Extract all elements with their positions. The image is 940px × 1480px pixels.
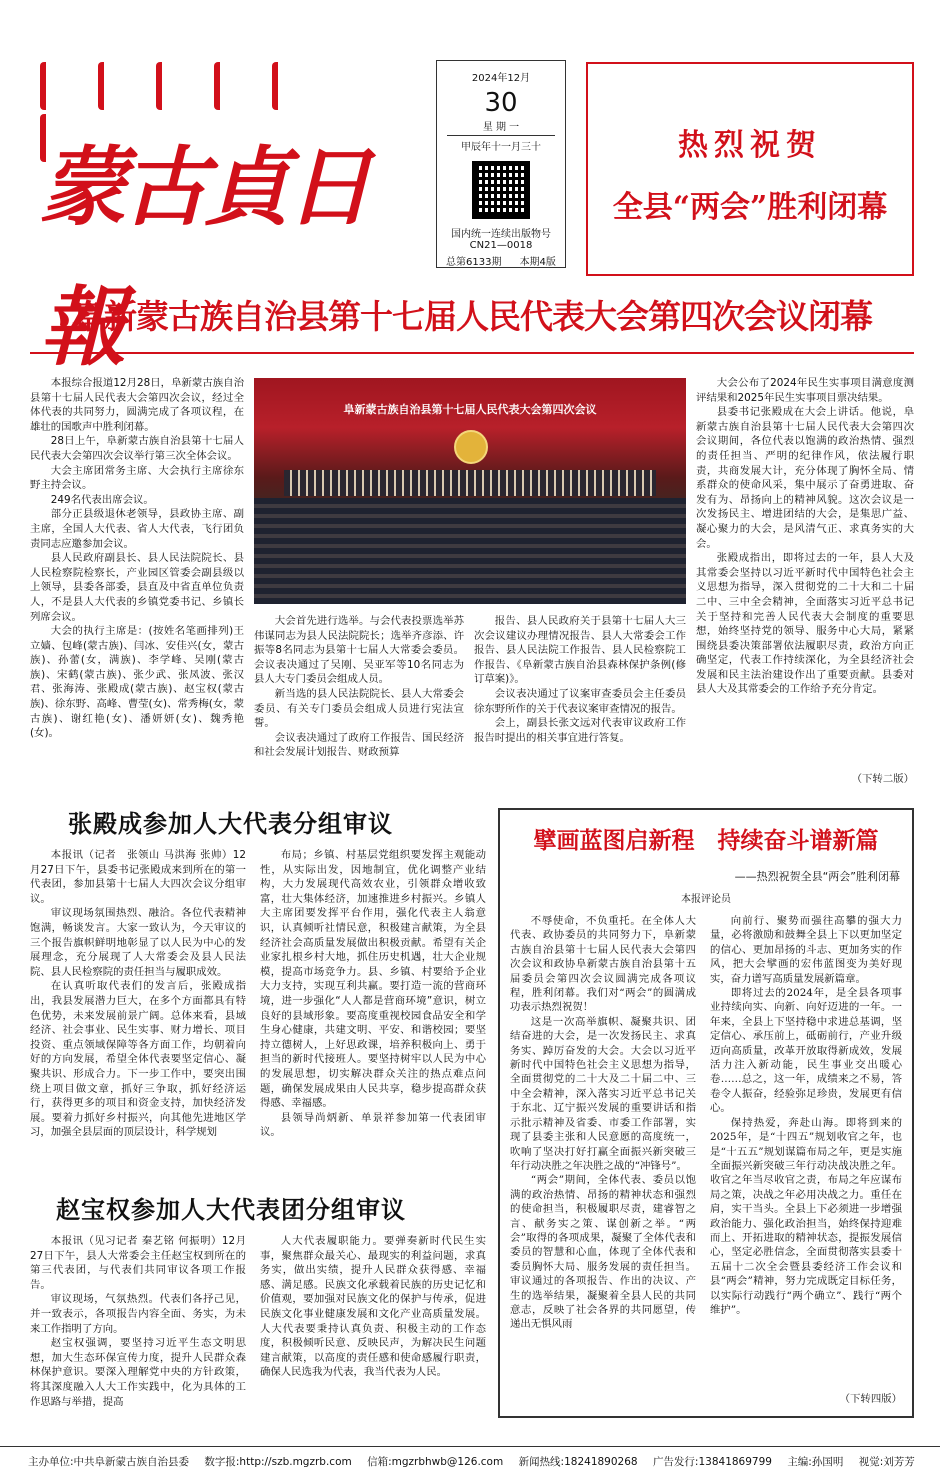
footer-ads: 广告发行:13841869799 bbox=[652, 1456, 772, 1468]
paragraph: 新当选的县人民法院院长、县人大常委会委员、有关专门委员会组成人员进行宪法宣誓。 bbox=[254, 687, 464, 730]
issue-pages: 本期4版 bbox=[519, 257, 556, 268]
commentary-subtitle: ——热烈祝贺全县“两会”胜利闭幕 bbox=[734, 870, 900, 883]
paragraph: 人大代表履职能力。要弹奏新时代民生实事，聚焦群众最关心、最现实的利益问题，求真务实，做出实绩，提升人民群众获得感、幸福感、满足感。民族文化承载着民族的历史记忆和价值观，要加强对民族文化的保护与传承，促进民族文化事业健康发展和文化产业高质量发展。人大代表要秉持认真负责、积极主动的工作态度，积极倾听民意、反映民声，为解决民生问题建言献策，以高度的责任感和使命感履行职责，确保人民选我为代表，我当代表为人民。 bbox=[260, 1235, 486, 1379]
paragraph: 这是一次高举旗帜、凝聚共识、团结奋进的大会，是一次发扬民主、求真务实、踔厉奋发的大会。大会以习近平新时代中国特色社会主义思想为指导，全面贯彻党的二十大及二十届二中、三中全会精神，深入落实习近平总书记关于东北、辽宁振兴发展的重要讲话和指示批示精神及省委、市委工作部署，实现了县委主张和人民意愿的高度统一，吹响了坚决打好打赢全面振兴新突破三年行动决胜之年决胜之战的“冲锋号”。 bbox=[510, 1015, 696, 1172]
paragraph: 本报讯（记者 张领山 马洪海 张帅）12月27日下午，县委书记张殿成来到所在的第一代表团，参加县第十七届人大四次会议分组审议。 bbox=[30, 849, 246, 905]
article2-col2 bbox=[260, 848, 486, 1180]
national-emblem-icon bbox=[454, 430, 488, 464]
issue-info-box bbox=[436, 60, 566, 268]
main-headline: 阜新蒙古族自治县第十七届人民代表大会第四次会议闭幕 bbox=[72, 297, 872, 336]
paragraph: 审议现场，气氛热烈。代表们各抒己见，并一致表示，各项报告内容全面、务实，为未来工作指明了方向。 bbox=[30, 1293, 246, 1335]
footer-mailbox[interactable]: 信箱:mgzrbhwb@126.com bbox=[367, 1456, 504, 1468]
conference-photo bbox=[254, 378, 686, 604]
issue-weekday: 星 期 一 bbox=[482, 122, 520, 133]
paragraph: 会议表决通过了议案审查委员会主任委员徐东野所作的关于代表议案审查情况的报告。 bbox=[474, 687, 686, 715]
celebration-line1: 热烈祝贺 bbox=[678, 128, 822, 163]
issue-year-month: 2024年12月 bbox=[471, 73, 531, 84]
celebration-line2: 全县“两会”胜利闭幕 bbox=[612, 190, 888, 225]
commentary-col1 bbox=[510, 914, 696, 1406]
lead-continued: （下转二版） bbox=[851, 773, 914, 785]
photo-banner: 阜新蒙古族自治县第十七届人民代表大会第四次会议 bbox=[343, 403, 597, 416]
paragraph: 向前行、聚势而强往高攀的强大力量，必将激励和鼓舞全县上下以更加坚定的信心、更加昂扬的斗志、更加务实的作风，把大会擘画的宏伟蓝图变为美好现实，奋力谱写高质量发展新篇章。 bbox=[710, 915, 902, 985]
lead-article-col2 bbox=[254, 614, 464, 800]
paragraph: 审议现场氛围热烈、融洽。各位代表精神饱满，畅谈发言。大家一致认为，今天审议的三个报告旗帜鲜明地彰显了以人民为中心的发展理念，充分展现了人大常委会及县人民法院、县人民检察院的责任担当与履职成效。 bbox=[30, 907, 246, 978]
photo-stage bbox=[284, 470, 656, 496]
paragraph: 本报讯（见习记者 秦艺铭 何振明）12月27日下午，县人大常委会主任赵宝权到所在的第三代表团，与代表们共同审议各项工作报告。 bbox=[30, 1235, 246, 1291]
mongolian-masthead-script bbox=[40, 62, 370, 112]
lead-article-col4 bbox=[696, 376, 914, 768]
commentary-col2 bbox=[710, 914, 902, 1390]
footer-checker: 视觉:刘芳芳 bbox=[858, 1456, 915, 1468]
paragraph: 布局；乡镇、村基层党组织要发挥主观能动性，从实际出发，因地制宜，优化调整产业结构，大力发展现代高效农业，引领群众增收致富，壮大集体经济，加速推进乡村振兴。乡镇人大主席团要发挥平台作用，强化代表主人翁意识，认真倾听社情民意，积极建言献策，为全县经济社会高质量发展做出积极贡献。希望有关企业家扎根乡村大地，抓住历史机遇，壮大企业规模，提高市场竞争力。县、乡镇、村要给予企业大力支持，实现互利共赢。要打造一流的营商环境，进一步强化“人人都是营商环境”意识，树立良好的县域形象。要高度重视校园食品安全和学生身心健康，共建文明、平安、和谐校园；要坚持立德树人，上好思政课，培养积极向上、勇于担当的新时代接班人。要坚持树牢以人民为中心的发展思想，切实解决群众关注的热点难点问题，确保发展成果由人民共享，稳步提高群众获得感、幸福感。 bbox=[260, 849, 486, 1110]
paragraph: 249名代表出席会议。 bbox=[50, 493, 154, 506]
paragraph: 部分正县级退休老领导，县政协主席、副主席，全国人大代表、省人大代表，飞行团负责同志应邀参加会议。 bbox=[30, 508, 244, 550]
paragraph: 赵宝权强调，要坚持习近平生态文明思想，加大生态环保宣传力度，提升人民群众森林保护意识。要深入理解党中央的方针政策，将其深度融入人大工作实践中，化为具体的工作思路与举措，提高 bbox=[30, 1337, 246, 1408]
celebration-box bbox=[586, 62, 914, 276]
paragraph: 县人民政府副县长、县人民法院院长、县人民检察院检察长，产业园区管委会副县级以上领导，县委各部委，县直及中省直单位负责人，不是县人大代表的乡镇党委书记、乡镇长列席会议。 bbox=[30, 552, 244, 623]
paragraph: 会议表决通过了政府工作报告、国民经济和社会发展计划报告、财政预算 bbox=[254, 731, 464, 759]
issue-total: 总第6133期 bbox=[446, 257, 502, 268]
article3-col2 bbox=[260, 1234, 486, 1440]
newspaper-masthead: 蒙古貞日報 bbox=[40, 137, 368, 378]
publication-number-label: 国内统一连续出版物号 bbox=[451, 229, 551, 240]
commentary-continued: （下转四版） bbox=[839, 1393, 902, 1405]
publication-number: CN21—0018 bbox=[469, 240, 533, 251]
article3-title: 赵宝权参加人大代表团分组审议 bbox=[56, 1195, 406, 1224]
footer-digital-link[interactable]: 数字报:http://szb.mgzrb.com bbox=[204, 1456, 352, 1468]
article3-col1 bbox=[30, 1234, 246, 1440]
headline-rule bbox=[30, 352, 914, 354]
article2-col1 bbox=[30, 848, 246, 1180]
paragraph: 即将过去的2024年，是全县各项事业持续向实、向新、向好迈进的一年。一年来，全县上下坚持稳中求进总基调，坚定信心、承压前上，砥砺前行，产业升级迈向高质量，改革开放取得新成效，发展活力注入新动能，民生事业交出暖心卷……总之，这一年，成绩来之不易，答卷令人振奋，经验弥足珍贵，发展更有信心。 bbox=[710, 987, 902, 1115]
commentary-author: 本报评论员 bbox=[681, 894, 731, 905]
commentary-title: 擘画蓝图启新程 持续奋斗谱新篇 bbox=[533, 827, 879, 854]
paragraph: 不辱使命，不负重托。在全体人大代表、政协委员的共同努力下，阜新蒙古族自治县第十七届人民代表大会第四次会议和政协阜新蒙古族自治县第十五届委员会第四次会议圆满完成各项议程，胜利闭幕。我们对“两会”的圆满成功表示热烈祝贺！ bbox=[510, 915, 696, 1014]
paragraph: 大会公布了2024年民生实事项目满意度测评结果和2025年民生实事项目票决结果。 bbox=[696, 377, 914, 404]
article2-title: 张殿成参加人大代表分组审议 bbox=[68, 809, 393, 838]
paragraph: 大会首先进行选举。与会代表投票选举苏伟谋同志为县人民法院院长；选举齐彦添、许振等8名同志为县第十七届人大常委会委员。会议表决通过了吴刚、吴亚军等10名同志为县人大专门委员会组成人员。 bbox=[254, 615, 464, 686]
footer-editor: 主编:孙国明 bbox=[787, 1456, 844, 1468]
paragraph: 本报综合报道12月28日，阜新蒙古族自治县第十七届人民代表大会第四次会议，经过全体代表的共同努力，圆满完成了各项议程，在雄壮的国歌声中胜利闭幕。 bbox=[30, 377, 244, 433]
paragraph: 县委书记张殿成在大会上讲话。他说，阜新蒙古族自治县第十七届人民代表大会第四次会议期间，各位代表以饱满的政治热情、强烈的责任担当、严明的纪律作风，依法履行职责，共商发展大计，充分体现了胸怀全局、情系群众的使命风采，集中展示了奋勇进取、奋发有为、昂扬向上的精神风貌。这次会议是一次发扬民主、增进团结的大会，是集思广益、凝心聚力的大会，是风清气正、求真务实的大会。 bbox=[696, 406, 914, 550]
lead-article-col3 bbox=[474, 614, 686, 800]
paragraph: 保持热爱，奔赴山海。即将到来的2025年，是“十四五”规划收官之年，也是“十五五”规划谋篇布局之年，更是实施全面振兴新突破三年行动决战决胜之年。收官之年当尽收官之责，布局之年应谋布局之策，决战之年必用决战之力。重任在肩，实干当头。全县上下必须进一步增强政治能力、强化政治担当，始终保持迎难而上、开拓进取的精神状态，提振发展信心，坚定必胜信念，全面贯彻落实县委十五届十二次全会暨县委经济工作会议和县“两会”精神，努力完成既定目标任务，以实际行动践行“两个确立”、践行“两个维护”。 bbox=[710, 1116, 902, 1316]
qr-code-icon bbox=[472, 161, 530, 219]
paragraph: 报告、县人民政府关于县第十七届人大三次会议建议办理情况报告、县人大常委会工作报告、县人民法院工作报告、县人民检察院工作报告、《阜新蒙古族自治县森林保护条例(修订草案)》。 bbox=[474, 615, 686, 686]
paragraph: 会上，副县长张文远对代表审议政府工作报告时提出的相关事宜进行答复。 bbox=[474, 717, 686, 744]
photo-audience bbox=[254, 498, 686, 604]
paragraph: “两会”期间，全体代表、委员以饱满的政治热情、昂扬的精神状态和强烈的使命担当，积极履职尽责，建睿智之言、献务实之策、谋创新之举。“两会”取得的各项成果，凝聚了全体代表和委员的智慧和心血，体现了全体代表和委员胸怀大局、服务发展的责任担当。审议通过的各项报告、作出的决议、产生的选举结果，凝聚着全县人民的共同意志，反映了社会各界的共同愿望，传递出无惧风雨 bbox=[510, 1174, 696, 1331]
footer-hotline: 新闻热线:18241890268 bbox=[518, 1456, 638, 1468]
paragraph: 县领导尚炳新、单景祥参加第一代表团审议。 bbox=[260, 1111, 486, 1139]
footer-sponsor: 主办单位:中共阜新蒙古族自治县委 bbox=[28, 1456, 190, 1468]
issue-day: 30 bbox=[484, 88, 518, 118]
issue-lunar-date: 甲辰年十一月三十 bbox=[461, 142, 541, 153]
paragraph: 大会主席团常务主席、大会执行主席徐东野主持会议。 bbox=[30, 464, 244, 492]
paragraph: 在认真听取代表们的发言后，张殿成指出，我县发展潜力巨大，在多个方面都具有特色优势，未来发展前景广阔。总体来看，县域经济、社会事业、民生实事、财力增长、项目投资、重点领域保障等各方面工作，均朝着向好的方向发展，希望全体代表要坚定信心、凝聚共识、形成合力。下一步工作中，要突出围绕上项目做文章，抓好三争取，抓好经济运行，获得更多的项目和资金支持，加快经济发展。要着力抓好乡村振兴，向其他先进地区学习，加强全县层面的顶层设计，科学规划 bbox=[30, 980, 246, 1139]
lead-article-col1 bbox=[30, 376, 244, 796]
paragraph: 大会的执行主席是：(按姓名笔画排列)王立嫱、包峰(蒙古族)、闫冰、安佳兴(女，蒙古族)、孙蕾(女，满族)、李学峰、吴刚(蒙古族)、宋鹤(蒙古族)、张少武、张凤波、张汉君、张海涛、张殿成(蒙古族)、赵宝权(蒙古族)、徐东野、高峰、曹莹(女)、常秀梅(女，蒙古族)、谢红艳(女)、潘妍妍(女)、魏秀艳(女)。 bbox=[30, 625, 244, 740]
footer-bar bbox=[0, 1446, 940, 1480]
paragraph: 28日上午，阜新蒙古族自治县第十七届人民代表大会第四次会议举行第三次全体会议。 bbox=[30, 435, 244, 462]
paragraph: 张殿成指出，即将过去的一年，县人大及其常委会坚持以习近平新时代中国特色社会主义思想为指导，深入贯彻党的二十大和二十届二中、三中全会精神，全面落实习近平总书记关于坚持和完善人民代表大会制度的重要思想，始终坚持党的领导、服务中心大局，紧紧围绕县委决策部署依法履职尽责，政治方向正确坚定，代表工作持续深化，为全县经济社会发展和民主法治建设作出了重要贡献。县委对县人大及其常委会的工作给予充分肯定。 bbox=[696, 552, 914, 696]
